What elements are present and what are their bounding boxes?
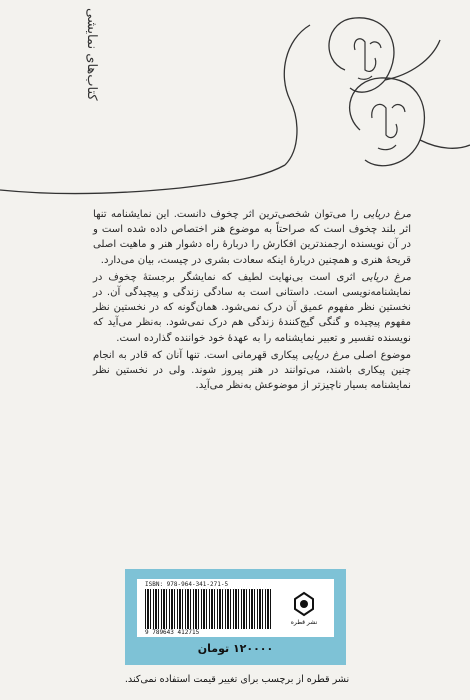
barcode-label <box>137 579 334 637</box>
publisher-logo-icon <box>284 591 324 631</box>
price-note: نشر قطره از برچسب برای تغییر قیمت استفاده نمی‌کند. <box>124 674 350 685</box>
synopsis-paragraph: مرغ دریایی را می‌توان شخصی‌ترین اثر چخوف دانست. این نمایشنامه تنها اثر بلند چخوف است که صراحتاً به موضوع هنر اختصاص داده شده است و در آن نویسنده ارجمندترین افکارش را دربارهٔ راه دشوار هنر و ماهیت اصلی قریحهٔ هنری و همچنین دربارهٔ اینکه سعادت بشری در چیست، بیان می‌دارد. <box>93 209 411 266</box>
isbn-text: ISBN: 978-964-341-271-5 <box>145 581 229 588</box>
price: ۱۲۰۰۰۰ تومان <box>197 642 274 655</box>
synopsis <box>93 207 411 395</box>
book-title: مرغ دریایی <box>302 349 350 361</box>
synopsis-paragraph: موضوع اصلی مرغ دریایی پیکاری قهرمانی است. تنها آنان که قادر به انجام چنین پیکاری باشند، می‌توانند در هنر پیروز شوند. ولی در نخستین نظر نمایشنامه بسیار ناچیزتر از موضوعش به‌نظر می‌آید. <box>93 349 411 392</box>
book-title: مرغ دریایی <box>363 209 411 220</box>
barcode-number: 9 789643 412715 <box>145 629 200 636</box>
barcode-panel <box>125 569 346 665</box>
book-title: مرغ دریایی <box>361 271 411 283</box>
series-title: کتاب‌های نمایشی <box>84 8 99 101</box>
publisher-name: نشر قطره <box>290 619 318 626</box>
synopsis-paragraph: مرغ دریایی اثری است بی‌نهایت لطیف که نمایشگر برجستهٔ چخوف در نمایشنامه‌نویسی است. داستانی است به سادگی زندگی و پیچیدگی آن. در نخستین نظر مفهوم عمیق آن درک نمی‌شود. همان‌گونه که در نخستین نظر مفهوم پیچیده و گنگی گیج‌کنندهٔ زندگی هم درک نمی‌شود. به‌نظر می‌آید که نویسنده تفسیر و تعبیر نمایشنامه را به عهدهٔ خود خواننده گذارده است. <box>93 271 411 344</box>
barcode <box>145 589 273 629</box>
face-outline-icon <box>0 0 470 200</box>
